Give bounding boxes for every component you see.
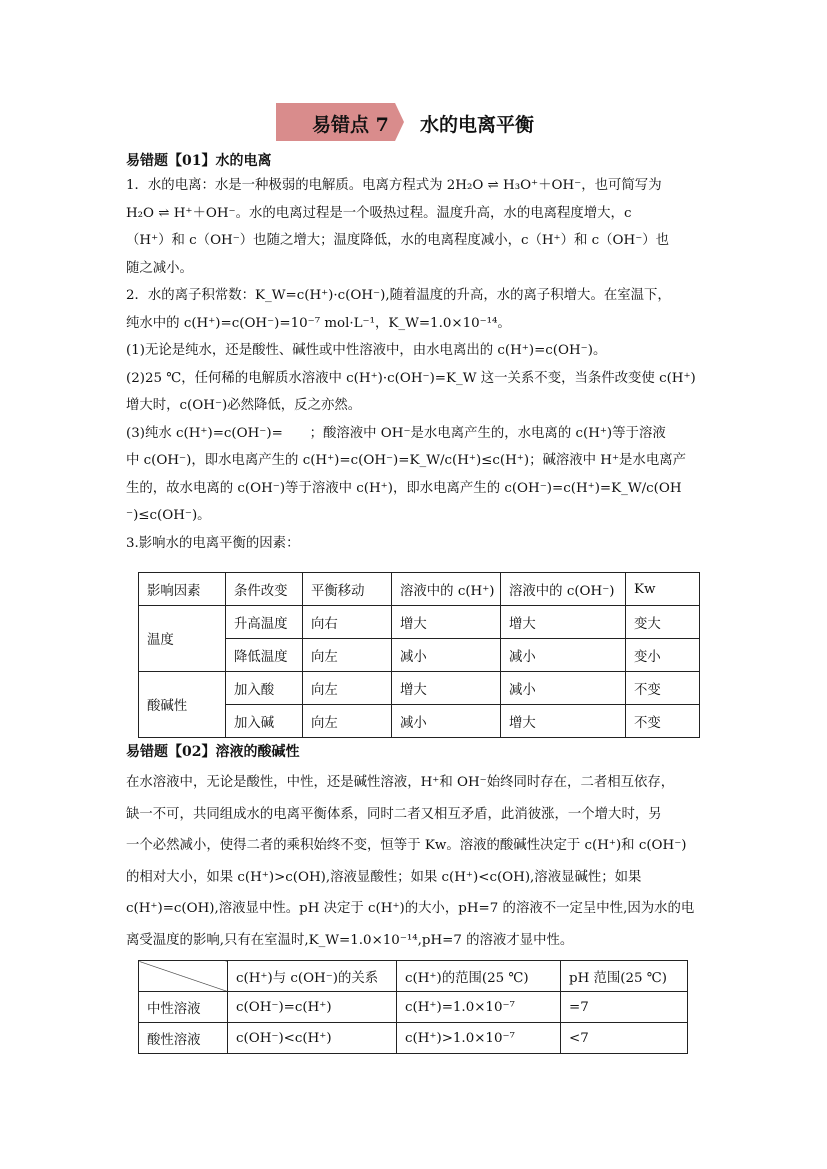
table-header-cell: c(H⁺)的范围(25 ℃) [397, 961, 561, 992]
table-cell: c(H⁺)=1.0×10⁻⁷ [397, 992, 561, 1023]
table-cell: 增大 [501, 606, 626, 639]
acidity-table [138, 960, 688, 1054]
table-cell: 减小 [501, 672, 626, 705]
table-cell: c(OH⁻)<c(H⁺) [228, 1023, 397, 1054]
section-1-body [126, 172, 704, 557]
table-cell: 减小 [392, 705, 501, 738]
paragraph-line: 1．水的电离：水是一种极弱的电解质。电离方程式为 2H₂O ⇌ H₃O⁺＋OH⁻，也可简写为 [126, 178, 662, 193]
paragraph-line: H₂O ⇌ H⁺＋OH⁻。水的电离过程是一个吸热过程。温度升高，水的电离程度增大，c [126, 205, 632, 221]
table-group-cell: 温度 [139, 606, 226, 672]
table-cell: c(OH⁻)=c(H⁺) [228, 992, 397, 1023]
table-cell: 向左 [303, 672, 392, 705]
section-1-title: 易错题【01】水的电离 [126, 153, 272, 169]
paragraph-line: 离受温度的影响,只有在室温时,K_W=1.0×10⁻¹⁴,pH=7 的溶液才显中性。 [126, 932, 574, 948]
table-cell: 增大 [501, 705, 626, 738]
table-header-row [139, 961, 688, 992]
table-row [139, 992, 688, 1023]
table-cell: =7 [561, 992, 688, 1023]
paragraph-line: 随之减小。 [126, 260, 193, 276]
table-cell: 减小 [392, 639, 501, 672]
page-title: 水的电离平衡 [420, 114, 535, 136]
section-2-body [126, 767, 706, 956]
table-cell: 不变 [626, 705, 700, 738]
table-cell: 变小 [626, 639, 700, 672]
table-header-cell: pH 范围(25 ℃) [561, 961, 688, 992]
banner-label: 易错点 7 [312, 114, 389, 136]
table-header-cell: Kw [626, 573, 700, 606]
table-header-cell: 溶液中的 c(H⁺) [392, 573, 501, 606]
section-2-title: 易错题【02】溶液的酸碱性 [126, 744, 300, 760]
table-row [139, 672, 700, 705]
table-header-row [139, 573, 700, 606]
table-cell: 向左 [303, 705, 392, 738]
table-cell: 增大 [392, 606, 501, 639]
table-header-cell: c(H⁺)与 c(OH⁻)的关系 [228, 961, 397, 992]
paragraph-line: 中 c(OH⁻)，即水电离产生的 c(H⁺)=c(OH⁻)=K_W/c(H⁺)≤c(H⁺)；碱溶液中 H⁺是水电离产 [126, 453, 686, 468]
paragraph-line: 纯水中的 c(H⁺)=c(OH⁻)=10⁻⁷ mol·L⁻¹，K_W=1.0×10⁻¹⁴。 [126, 315, 511, 331]
table-cell: 向右 [303, 606, 392, 639]
table-cell: 加入碱 [226, 705, 303, 738]
paragraph-line: 一个必然减小，使得二者的乘积始终不变，恒等于 Kw。溶液的酸碱性决定于 c(H⁺)和 c(OH⁻) [126, 838, 687, 853]
table-cell: <7 [561, 1023, 688, 1054]
paragraph-line: 缺一不可，共同组成水的电离平衡体系，同时二者又相互矛盾，此消彼涨，一个增大时，另 [126, 806, 662, 822]
table-header-cell: 影响因素 [139, 573, 226, 606]
paragraph-line: (1)无论是纯水，还是酸性、碱性或中性溶液中，由水电离出的 c(H⁺)=c(OH⁻)。 [126, 343, 607, 358]
paragraph-line: ⁻)≤c(OH⁻)。 [126, 508, 211, 523]
factors-table [138, 572, 700, 738]
paragraph-line: (3)纯水 c(H⁺)=c(OH⁻)= ；酸溶液中 OH⁻是水电离产生的，水电离的 c(H⁺)等于溶液 [126, 425, 666, 441]
paragraph-line: (2)25 ℃，任何稀的电解质水溶液中 c(H⁺)·c(OH⁻)=K_W 这一关系不变，当条件改变使 c(H⁺) [126, 370, 696, 386]
table-row [139, 1023, 688, 1054]
table-cell: 不变 [626, 672, 700, 705]
table-cell: 降低温度 [226, 639, 303, 672]
table-cell: 升高温度 [226, 606, 303, 639]
paragraph-line: 在水溶液中，无论是酸性，中性，还是碱性溶液，H⁺和 OH⁻始终同时存在，二者相互依存， [126, 775, 675, 790]
table-header-cell: 溶液中的 c(OH⁻) [501, 573, 626, 606]
table-group-cell: 酸碱性 [139, 672, 226, 738]
paragraph-line: 2．水的离子积常数：K_W=c(H⁺)·c(OH⁻),随着温度的升高，水的离子积增大。在室温下， [126, 288, 671, 303]
table-cell: 变大 [626, 606, 700, 639]
table-header-cell: 平衡移动 [303, 573, 392, 606]
table-cell: 酸性溶液 [139, 1023, 228, 1054]
table-cell: 加入酸 [226, 672, 303, 705]
table-cell: 增大 [392, 672, 501, 705]
table-diagonal-cell [139, 961, 228, 992]
table-cell: 减小 [501, 639, 626, 672]
paragraph-line: c(H⁺)=c(OH),溶液显中性。pH 决定于 c(H⁺)的大小，pH=7 的溶液不一定呈中性,因为水的电 [126, 901, 695, 916]
table-row [139, 606, 700, 639]
paragraph-line: 增大时，c(OH⁻)必然降低，反之亦然。 [126, 398, 362, 413]
table-cell: 中性溶液 [139, 992, 228, 1023]
paragraph-line: （H⁺）和 c（OH⁻）也随之增大；温度降低，水的电离程度减小，c（H⁺）和 c（OH⁻）也 [126, 233, 670, 248]
table-cell: 向左 [303, 639, 392, 672]
paragraph-line: 3.影响水的电离平衡的因素： [126, 535, 300, 551]
table-header-cell: 条件改变 [226, 573, 303, 606]
paragraph-line: 生的，故水电离的 c(OH⁻)等于溶液中 c(H⁺)，即水电离产生的 c(OH⁻)=c(H⁺)=K_W/c(OH [126, 480, 682, 496]
paragraph-line: 的相对大小，如果 c(H⁺)>c(OH),溶液显酸性；如果 c(H⁺)<c(OH),溶液显碱性；如果 [126, 869, 642, 885]
table-cell: c(H⁺)>1.0×10⁻⁷ [397, 1023, 561, 1054]
